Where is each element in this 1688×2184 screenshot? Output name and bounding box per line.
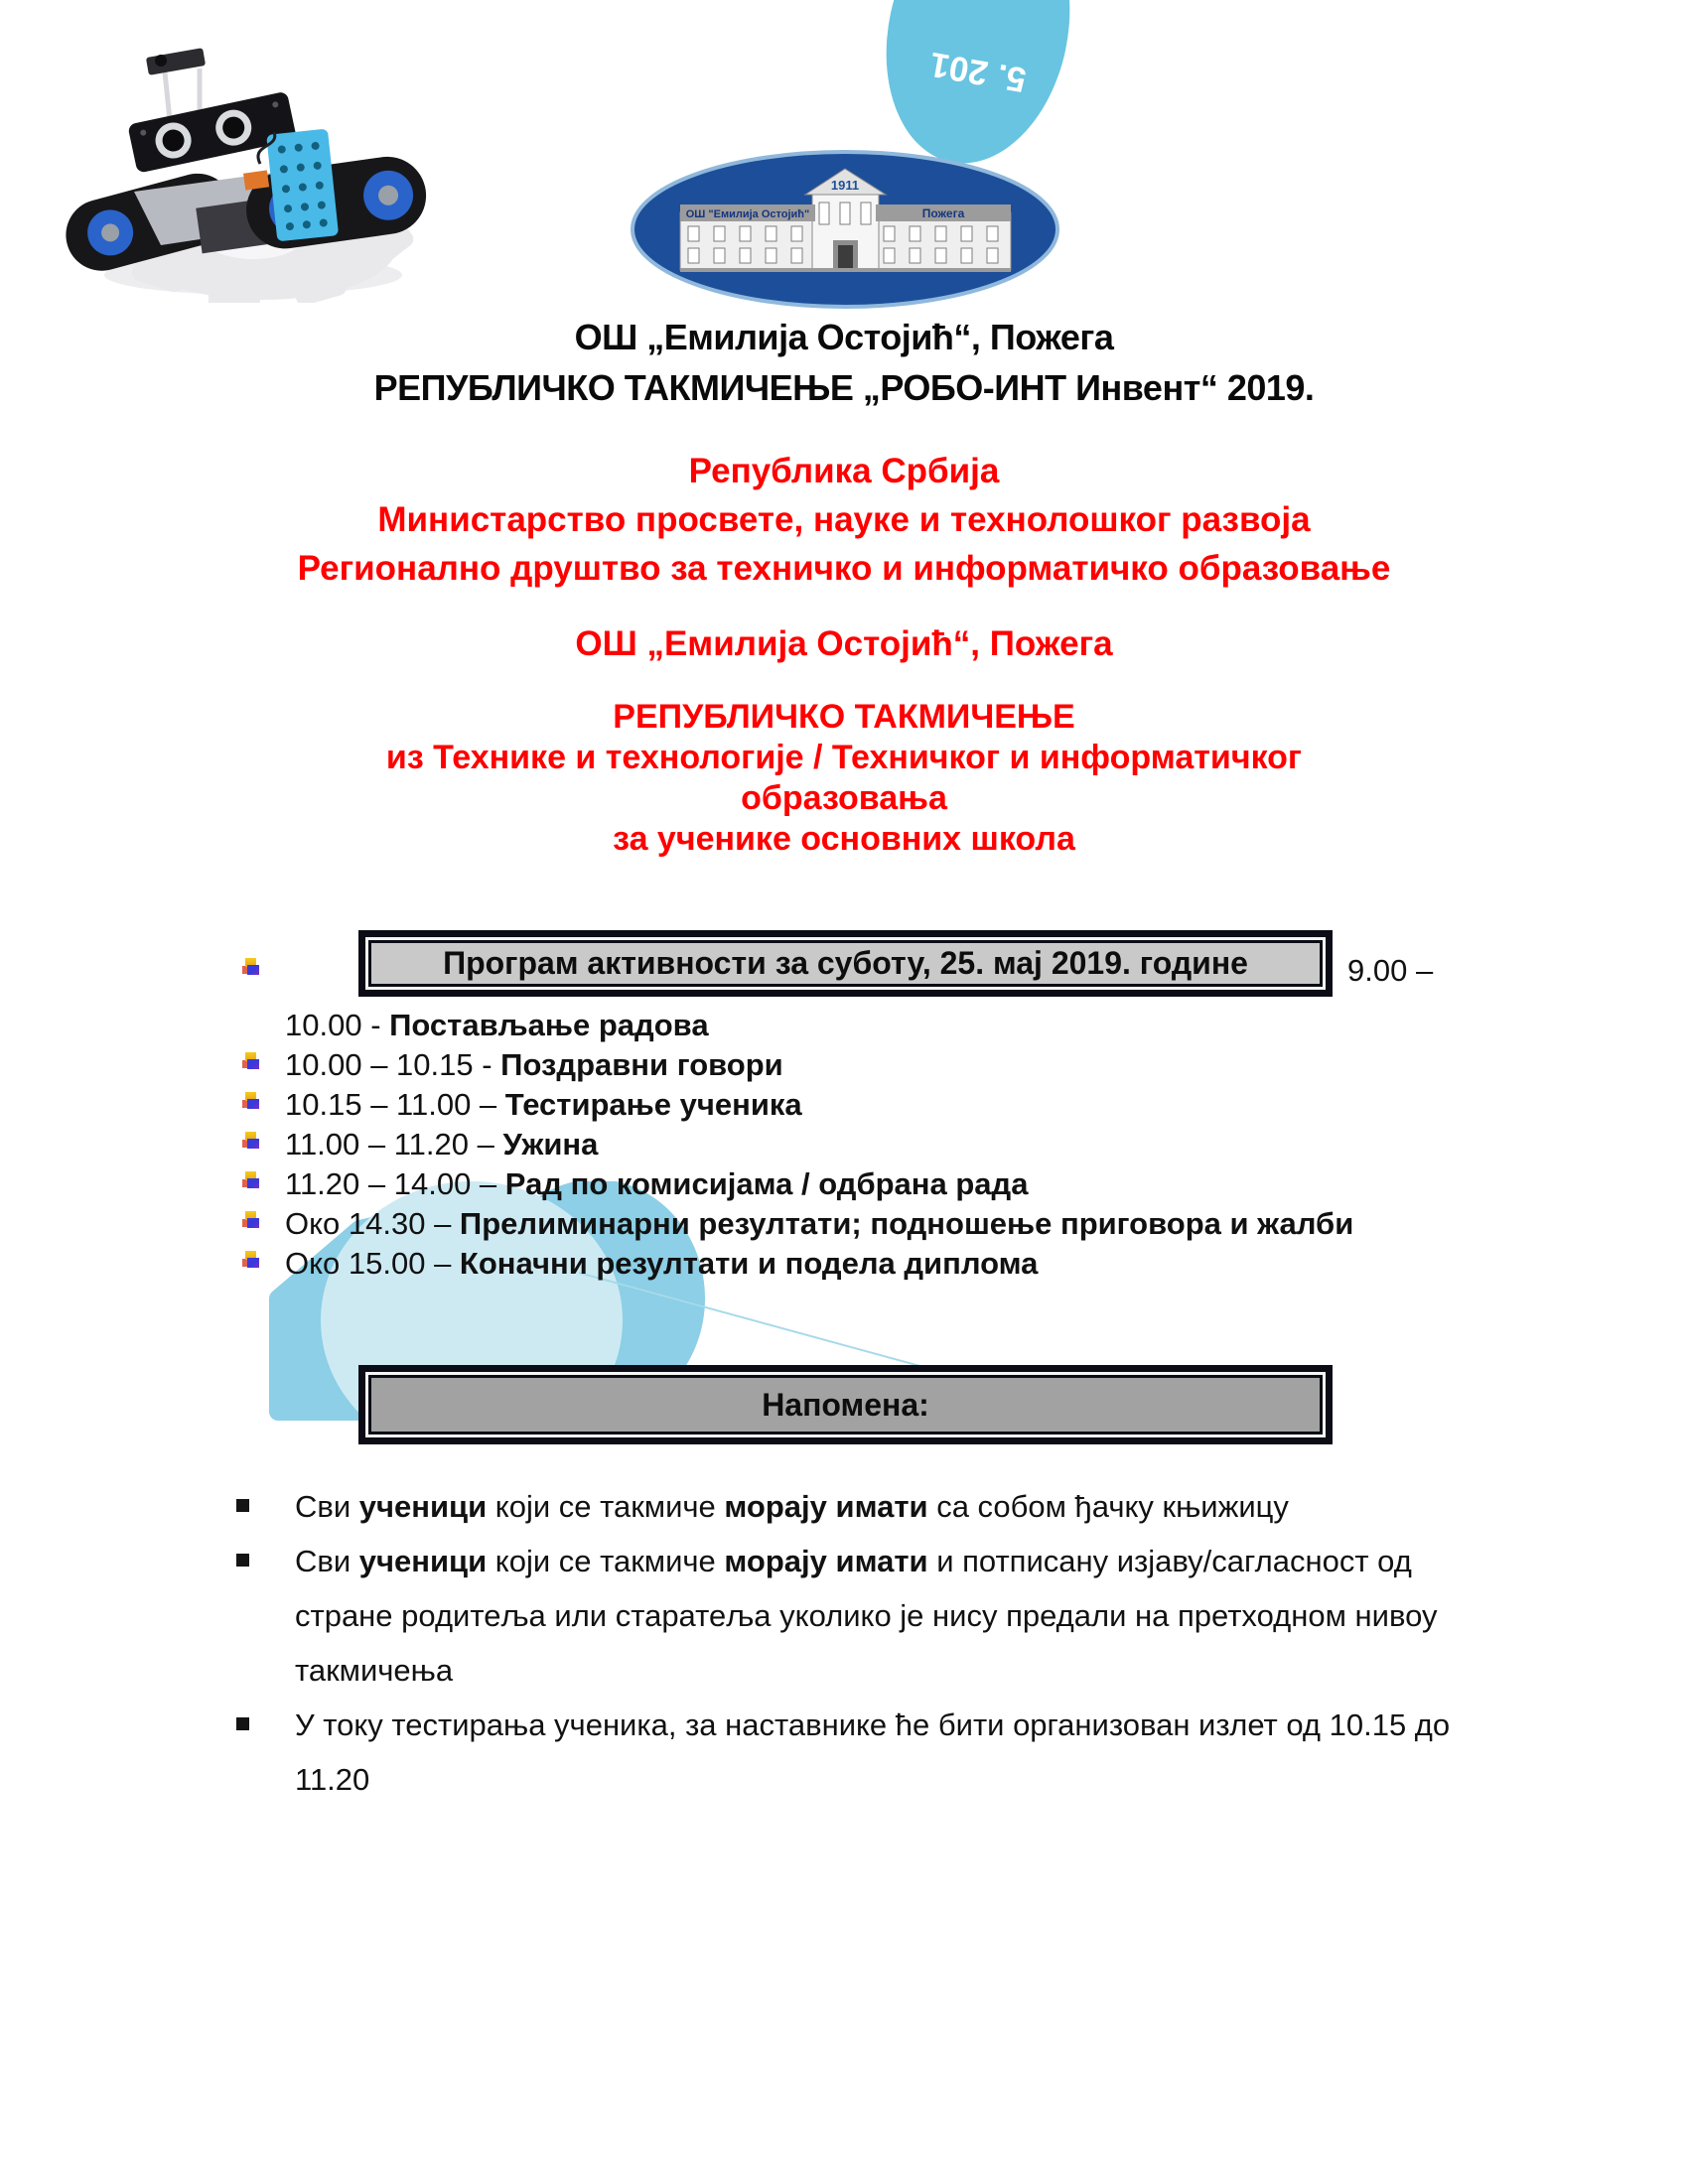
- logo-year: 1911: [830, 178, 860, 193]
- cube-bullet-icon: [242, 1179, 250, 1187]
- competition-title: РЕПУБЛИЧКО ТАКМИЧЕЊЕ: [613, 698, 1075, 736]
- notes-list: [228, 1479, 1549, 1807]
- schedule-item-activity: Постављање радова: [389, 1008, 709, 1042]
- schedule-item: [228, 1085, 1569, 1125]
- cube-bullet-icon: [242, 1140, 250, 1148]
- cube-bullet-icon: [242, 1100, 250, 1108]
- organizer-society: Регионално друштво за техничко и информатичко образовање: [297, 549, 1391, 588]
- note-item-text: У току тестирања ученика, за наставнике ће бити организован излет од 10.15 до 11.20: [295, 1707, 1451, 1797]
- header-competition-line: РЕПУБЛИЧКО ТАКМИЧЕЊЕ „РОБО-ИНТ Инвент“ 2019.: [373, 367, 1315, 408]
- schedule-item-time: Око 14.30 –: [285, 1206, 460, 1241]
- schedule-item-time: 11.00 – 11.20 –: [285, 1127, 503, 1161]
- cube-bullet-icon: [242, 1219, 250, 1227]
- program-title: Програм активности за суботу, 25. мај 2019. године: [368, 940, 1323, 987]
- schedule-item-time: 11.20 – 14.00 –: [285, 1166, 505, 1201]
- schedule-item-time: 10.15 – 11.00 –: [285, 1087, 505, 1122]
- competition-block: [0, 697, 1688, 860]
- logo-school-name: ОШ "Емилија Остојић": [685, 208, 810, 220]
- organizers-block: [0, 447, 1688, 593]
- header-block: [0, 312, 1688, 413]
- schedule-item: [228, 1006, 1569, 1045]
- note-item: [228, 1534, 1549, 1698]
- competition-audience: за ученике основних школа: [613, 820, 1075, 858]
- header-school-line: ОШ „Емилија Остојић“, Пожега: [574, 317, 1114, 357]
- cube-bullet-icon: [242, 1060, 250, 1068]
- square-bullet-icon: [236, 1499, 249, 1512]
- schedule-list: [228, 1006, 1569, 1284]
- schedule-item-time: 10.00 – 10.15 -: [285, 1047, 501, 1082]
- school-logo: [629, 149, 1062, 310]
- schedule-item-activity: Рад по комисијама / одбрана рада: [504, 1166, 1029, 1201]
- cube-bullet-icon: [242, 966, 250, 974]
- host-school-line: ОШ „Емилија Остојић“, Пожега: [575, 624, 1113, 663]
- schedule-item: [228, 1244, 1569, 1284]
- schedule-item-time: Око 15.00 –: [285, 1246, 460, 1281]
- schedule-item: [228, 1125, 1569, 1164]
- schedule-item: [228, 1164, 1569, 1204]
- square-bullet-icon: [236, 1717, 249, 1730]
- schedule-item: [228, 1045, 1569, 1085]
- note-item: [228, 1698, 1549, 1807]
- note-title: Напомена:: [368, 1375, 1323, 1434]
- date-balloon-text: 5. 201: [926, 44, 1030, 100]
- schedule-start-time: 9.00 –: [1347, 953, 1434, 988]
- organizer-ministry: Министарство просвете, науке и технолошког развоја: [377, 500, 1311, 539]
- cube-bullet-icon: [242, 1259, 250, 1267]
- schedule-item-time: 10.00 -: [285, 1008, 390, 1042]
- schedule-item-activity: Ужина: [502, 1127, 599, 1161]
- organizer-country: Република Србија: [688, 452, 1000, 490]
- note-title-box: [358, 1365, 1333, 1444]
- competition-subjects2: образовања: [741, 779, 947, 817]
- logo-city: Пожега: [921, 206, 965, 220]
- competition-subjects: из Технике и технологије / Техничког и информатичког: [385, 739, 1303, 776]
- schedule-item-activity: Коначни резултати и подела диплома: [459, 1246, 1039, 1281]
- robot-photo: [50, 25, 427, 303]
- schedule-item-activity: Поздравни говори: [500, 1047, 783, 1082]
- note-item-text: Сви ученици који се такмиче морају имати са собом ђачку књижицу: [295, 1489, 1289, 1524]
- note-item: [228, 1479, 1549, 1534]
- note-item-text: Сви ученици који се такмиче морају имати и потписану изјаву/сагласност од стране родитеља или старатеља уколико је нису предали на претходном нивоу такмичења: [295, 1544, 1438, 1688]
- schedule-item: [228, 1204, 1569, 1244]
- program-title-box: [358, 930, 1333, 997]
- square-bullet-icon: [236, 1554, 249, 1567]
- schedule-item-activity: Тестирање ученика: [504, 1087, 802, 1122]
- schedule-item-activity: Прелиминарни резултати; подношење приговора и жалби: [459, 1206, 1354, 1241]
